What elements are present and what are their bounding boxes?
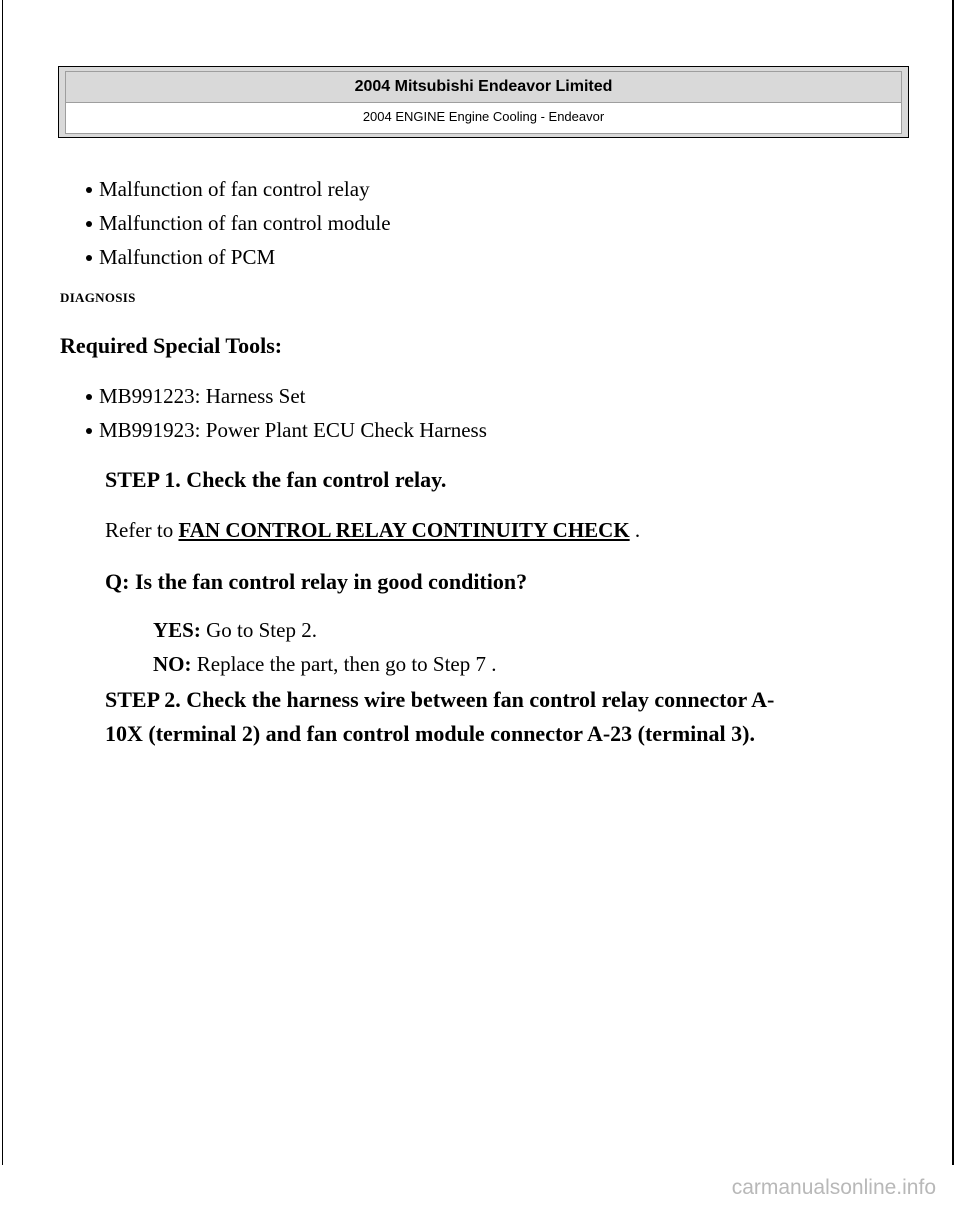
causes-list xyxy=(86,172,391,274)
continuity-check-link[interactable]: FAN CONTROL RELAY CONTINUITY CHECK xyxy=(178,518,630,542)
step2-heading-line1: STEP 2. Check the harness wire between fan control relay connector A- xyxy=(105,687,775,712)
refer-suffix: . xyxy=(629,518,641,542)
refer-prefix: Refer to xyxy=(105,518,179,542)
list-item: Malfunction of fan control module xyxy=(86,206,391,240)
diagnosis-label: DIAGNOSIS xyxy=(60,290,136,305)
list-item: Malfunction of PCM xyxy=(86,240,391,274)
header-subtitle: 2004 ENGINE Engine Cooling - Endeavor xyxy=(65,102,902,134)
step1-heading: STEP 1. Check the fan control relay. xyxy=(105,467,447,492)
header-title: 2004 Mitsubishi Endeavor Limited xyxy=(65,71,902,102)
step1-refer xyxy=(105,518,640,543)
tools-heading: Required Special Tools: xyxy=(60,333,283,358)
list-item: MB991223: Harness Set xyxy=(86,379,487,413)
yes-label: YES: xyxy=(153,618,201,642)
list-item: Malfunction of fan control relay xyxy=(86,172,391,206)
tools-list xyxy=(86,379,487,447)
yes-answer xyxy=(153,618,317,643)
document-header xyxy=(58,66,909,138)
list-item: MB991923: Power Plant ECU Check Harness xyxy=(86,413,487,447)
no-label: NO: xyxy=(153,652,192,676)
step2-heading-line2: 10X (terminal 2) and fan control module connector A-23 (terminal 3). xyxy=(105,721,755,746)
step1-question: Q: Is the fan control relay in good condition? xyxy=(105,569,528,594)
yes-text: Go to Step 2. xyxy=(200,618,317,642)
no-answer xyxy=(153,652,497,677)
watermark: carmanualsonline.info xyxy=(731,1176,936,1199)
no-text: Replace the part, then go to Step 7 . xyxy=(191,652,497,676)
